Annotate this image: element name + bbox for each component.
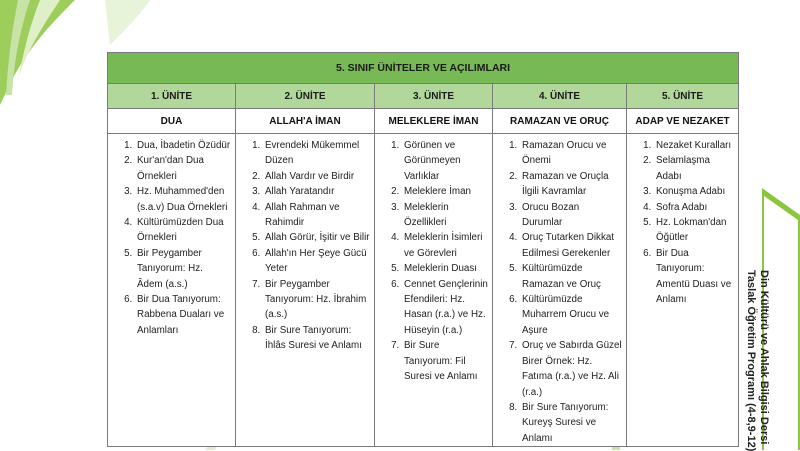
list-item: 4. Oruç Tutarken Dikkat Edilmesi Gerekenler — [520, 230, 622, 261]
table-title: 5. SINIF ÜNİTELER VE AÇILIMLARI — [108, 53, 739, 84]
theme-row — [108, 109, 739, 134]
unit-header-1: 1. ÜNİTE — [108, 84, 236, 109]
unit-5-list — [627, 138, 738, 307]
list-item: 3. Hz. Muhammed'den (s.a.v) Dua Örnekleri — [135, 184, 231, 215]
list-item: 2. Kur'an'dan Dua Örnekleri — [135, 153, 231, 184]
list-item: 2. Meleklere İman — [402, 184, 488, 199]
side-banner-line1: Din Kültürü ve Ahlak Bilgisi Dersi — [758, 270, 770, 445]
list-item: 6. Kültürümüzde Muharrem Orucu ve Aşure — [520, 292, 622, 338]
list-item: 6. Bir Dua Tanıyorum: Amentü Duası ve Anlamı — [654, 246, 734, 308]
top-swoosh — [105, 0, 150, 45]
list-item: 6. Cennet Gençlerinin Efendileri: Hz. Hasan (r.a.) ve Hz. Hüseyin (r.a.) — [402, 277, 488, 339]
list-item: 5. Allah Görür, İşitir ve Bilir — [263, 230, 370, 245]
list-item: 1. Ramazan Orucu ve Önemi — [520, 138, 622, 169]
list-item: 5. Hz. Lokman'dan Öğütler — [654, 215, 734, 246]
content-row — [108, 134, 739, 447]
unit-3-content — [375, 134, 493, 447]
theme-meleklere-iman: MELEKLERE İMAN — [375, 109, 493, 134]
list-item: 5. Kültürümüzde Ramazan ve Oruç — [520, 261, 622, 292]
unit-header-3: 3. ÜNİTE — [375, 84, 493, 109]
unit-header-2: 2. ÜNİTE — [236, 84, 375, 109]
list-item: 3. Orucu Bozan Durumlar — [520, 200, 622, 231]
unit-1-list — [108, 138, 235, 338]
list-item: 7. Oruç ve Sabırda Güzel Birer Örnek: Hz. Fatıma (r.a.) ve Hz. Ali (r.a.) — [520, 338, 622, 400]
list-item: 3. Allah Yaratandır — [263, 184, 370, 199]
list-item: 5. Bir Peygamber Tanıyorum: Hz. Âdem (a.s.) — [135, 246, 231, 292]
list-item: 4. Sofra Adabı — [654, 200, 734, 215]
list-item: 4. Allah Rahman ve Rahimdir — [263, 200, 370, 231]
list-item: 1. Evrendeki Mükemmel Düzen — [263, 138, 370, 169]
unit-header-5: 5. ÜNİTE — [627, 84, 739, 109]
theme-ramazan-ve-oruc: RAMAZAN VE ORUÇ — [493, 109, 627, 134]
unit-1-content — [108, 134, 236, 447]
list-item: 1. Nezaket Kuralları — [654, 138, 734, 153]
theme-dua: DUA — [108, 109, 236, 134]
unit-row — [108, 84, 739, 109]
list-item: 1. Görünen ve Görünmeyen Varlıklar — [402, 138, 488, 184]
list-item: 8. Bir Sure Tanıyorum: Kureyş Suresi ve Anlamı — [520, 400, 622, 446]
list-item: 2. Selamlaşma Adabı — [654, 153, 734, 184]
list-item: 3. Meleklerin Özellikleri — [402, 200, 488, 231]
list-item: 2. Ramazan ve Oruçla İlgili Kavramlar — [520, 169, 622, 200]
unit-4-list — [493, 138, 626, 446]
list-item: 6. Allah'ın Her Şeye Gücü Yeter — [263, 246, 370, 277]
list-item: 7. Bir Peygamber Tanıyorum: Hz. İbrahim (a.s.) — [263, 277, 370, 323]
side-banner-line2: Taslak Öğretim Programı (4-8,9-12) — [745, 270, 757, 451]
list-item: 4. Meleklerin İsimleri ve Görevleri — [402, 230, 488, 261]
list-item: 4. Kültürümüzden Dua Örnekleri — [135, 215, 231, 246]
list-item: 6. Bir Dua Tanıyorum: Rabbena Duaları ve Anlamları — [135, 292, 231, 338]
side-banner — [744, 270, 770, 451]
unit-5-content — [627, 134, 739, 447]
unit-3-list — [375, 138, 492, 385]
list-item: 3. Konuşma Adabı — [654, 184, 734, 199]
unit-2-content — [236, 134, 375, 447]
list-item: 2. Allah Vardır ve Birdir — [263, 169, 370, 184]
list-item: 8. Bir Sure Tanıyorum: İhlâs Suresi ve Anlamı — [263, 323, 370, 354]
list-item: 7. Bir Sure Tanıyorum: Fil Suresi ve Anlamı — [402, 338, 488, 384]
list-item: 1. Dua, İbadetin Özüdür — [135, 138, 231, 153]
theme-adap-ve-nezaket: ADAP VE NEZAKET — [627, 109, 739, 134]
unit-2-list — [236, 138, 374, 354]
unit-header-4: 4. ÜNİTE — [493, 84, 627, 109]
units-table — [107, 52, 739, 447]
list-item: 5. Meleklerin Duası — [402, 261, 488, 276]
theme-allaha-iman: ALLAH'A İMAN — [236, 109, 375, 134]
unit-4-content — [493, 134, 627, 447]
